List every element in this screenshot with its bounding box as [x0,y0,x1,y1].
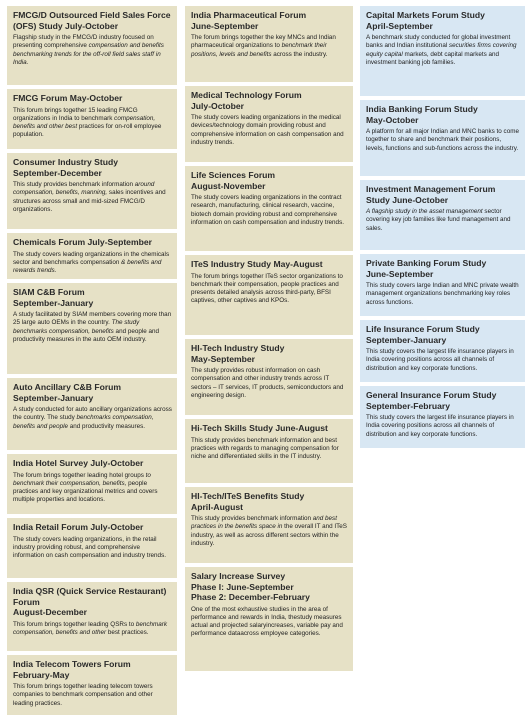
study-description: This study provides benchmark information around compensation, benefits, manning, sales incentives and structures across small and mid-sized FMCG/D organizations. [13,181,166,213]
study-description: This forum brings together leading QSRs to benchmark compensation, benefits and other best practices. [13,620,168,636]
study-title: Chemicals Forum July-September [13,237,152,247]
study-title: HI-Tech/ITeS Benefits Study April-August [191,491,348,512]
study-title: Salary Increase Survey Phase I: June-September Phase 2: December-February [191,571,348,603]
study-title: Life Insurance Forum Study September-January [366,324,520,345]
study-card [185,255,353,335]
study-description: Flagship study in the FMCG/D industry focused on presenting comprehensive compensation and benefits benchmarking trends for the off-roll field sales staff in India. [13,34,164,66]
study-title: Private Banking Forum Study June-September [366,258,520,279]
study-description: A study conducted for auto ancillary organizations across the country. The study benchmarks compensation, benefits and people and productivity measures. [13,406,172,430]
study-title: FMCG Forum May-October [13,93,123,103]
study-card [185,567,353,671]
study-description: The study covers leading organizations in the medical devices/technology domain providing robust and comprehensive information on cash compensation and industry trends. [191,114,344,146]
study-card [7,153,177,229]
study-period: August-December [13,607,88,618]
study-card [360,386,525,448]
study-period: September-February [366,400,451,411]
study-description: The study covers leading organizations, in the retail industry providing robust, and comprehensive information on cash compensation and industry trends. [13,535,166,559]
study-period: June-September [366,268,434,279]
study-title: Consumer Industry Study September-December [13,157,172,178]
column-middle [185,6,353,671]
study-title: India Hotel Survey July-October [13,458,144,468]
study-card [360,6,525,96]
study-period: September-December [13,167,102,178]
study-period: September-January [366,334,447,345]
study-title: Medical Technology Forum July-October [191,90,348,111]
study-card [360,320,525,382]
study-card [7,582,177,651]
study-description: The study covers leading organizations in the contract research, manufacturing, clinical research, vaccine, biotech domain providing robust and comprehensive information on cash compensation and industry trends. [191,194,344,226]
study-card [360,254,525,316]
study-period: April-August [191,501,244,512]
study-description: A platform for all major Indian and MNC banks to come together to share and benchmark their positions, levels, functions and sub-functions across the industry. [366,128,519,152]
study-title: India Retail Forum July-October [13,522,144,532]
study-title: ITeS Industry Study May-August [191,259,323,269]
study-title: India Banking Forum Study May-October [366,104,520,125]
study-title: FMCG/D Outsourced Field Sales Force (OFS) Study July-October [13,10,171,31]
study-title: India Pharmaceutical Forum June-September [191,10,348,31]
study-description: A flagship study in the asset management sector covering key job families like fund management and sales. [366,208,511,232]
study-description: This study provides benchmark information and best practices in the benefits space in the overall IT and ITeS industry, as well as across different sectors within the industry. [191,515,347,547]
study-title: India Telecom Towers Forum February-May [13,659,172,680]
study-description: A benchmark study conducted for global investment banks and Indian institutional securities firms covering equity capital markets, debt capital markets and investment banking job families. [366,34,517,66]
column-right [360,6,525,448]
study-card [185,487,353,563]
study-period: May-September [191,353,255,364]
study-card [360,100,525,176]
study-period-2: Phase 2: December-February [191,592,310,603]
study-card [185,339,353,415]
study-description: This study provides benchmark information and best practices with regards to managing compensation for niche and differentiated skills in the IT industry. [191,436,339,460]
study-title: Auto Ancillary C&B Forum September-January [13,382,172,403]
study-period: September-January [13,392,94,403]
study-card [7,89,177,149]
study-card [7,454,177,514]
study-description: This study covers the largest life insurance players in India covering positions across all channels of distribution and key corporate functions. [366,414,514,438]
study-card [185,86,353,162]
study-card [360,180,525,250]
study-title: Capital Markets Forum Study April-September [366,10,520,31]
study-title: India QSR (Quick Service Restaurant) Forum August-December [13,586,172,618]
study-description: This forum brings together 15 leading FMCG organizations in India to benchmark compensation, benefits and other best practices for on-roll employee population. [13,106,162,139]
study-description: The study covers leading organizations in the chemicals sector and benchmarks compensation & benefits and rewards trends. [13,250,170,274]
study-card [7,518,177,578]
study-description: A study facilitated by SIAM members covering more than 25 large auto OEMs in the country. The study benchmarks compensation, benefits and people and productivity measures in the auto OEM industry. [13,311,172,343]
study-period: May-October [366,114,419,125]
study-card [185,166,353,251]
study-description: The study provides robust information on cash compensation and other industry trends across IT sectors – IT services, IT products, semiconductors and engineering design. [191,367,344,399]
study-title: General Insurance Forum Study September-February [366,390,520,411]
study-description: The forum brings together leading hotel groups to benchmark their compensation, benefits, people practices and key organizational metrics and covers multiple properties and locations. [13,471,158,504]
study-description: The forum brings together the key MNCs and Indian pharmaceutical organizations to benchmark their positions, levels and benefits across the industry. [191,34,336,58]
column-left [7,6,177,715]
study-period: April-September [366,20,433,31]
study-card [7,378,177,450]
study-description: This study covers large Indian and MNC private wealth management organizations benchmarking key roles across functions. [366,282,519,306]
study-description: This forum brings together leading telecom towers companies to benchmark compensation and other leading practices. [13,683,153,707]
study-description: One of the most exhaustive studies in the area of performance and rewards in India, thestudy measures actual and projected salaryincreases, variable pay and performance dataacross employee categories. [191,605,343,638]
study-period: February-May [13,669,70,680]
study-description: This study covers the largest life insurance players in India covering positions across all channels of distribution and key corporate functions. [366,348,514,372]
study-card [185,6,353,82]
study-title: Life Sciences Forum August-November [191,170,348,191]
study-title: Hi-Tech Skills Study June-August [191,423,328,433]
study-period: June-September [191,20,259,31]
study-period: September-January [13,297,94,308]
study-card [185,419,353,483]
study-title: Investment Management Forum Study June-October [366,184,496,205]
study-card [7,655,177,715]
study-period: Phase I: June-September [191,581,294,592]
study-card [7,233,177,279]
study-title: HI-Tech Industry Study May-September [191,343,348,364]
study-description: The forum brings together ITeS sector organizations to benchmark their compensation, people practices and presents detailed analysis across third-party, BFSI captives, other captives and KPOs. [191,272,343,305]
study-card [7,6,177,85]
study-period: August-November [191,180,266,191]
study-title: SIAM C&B Forum September-January [13,287,172,308]
study-period: July-October [191,100,245,111]
study-card [7,283,177,374]
